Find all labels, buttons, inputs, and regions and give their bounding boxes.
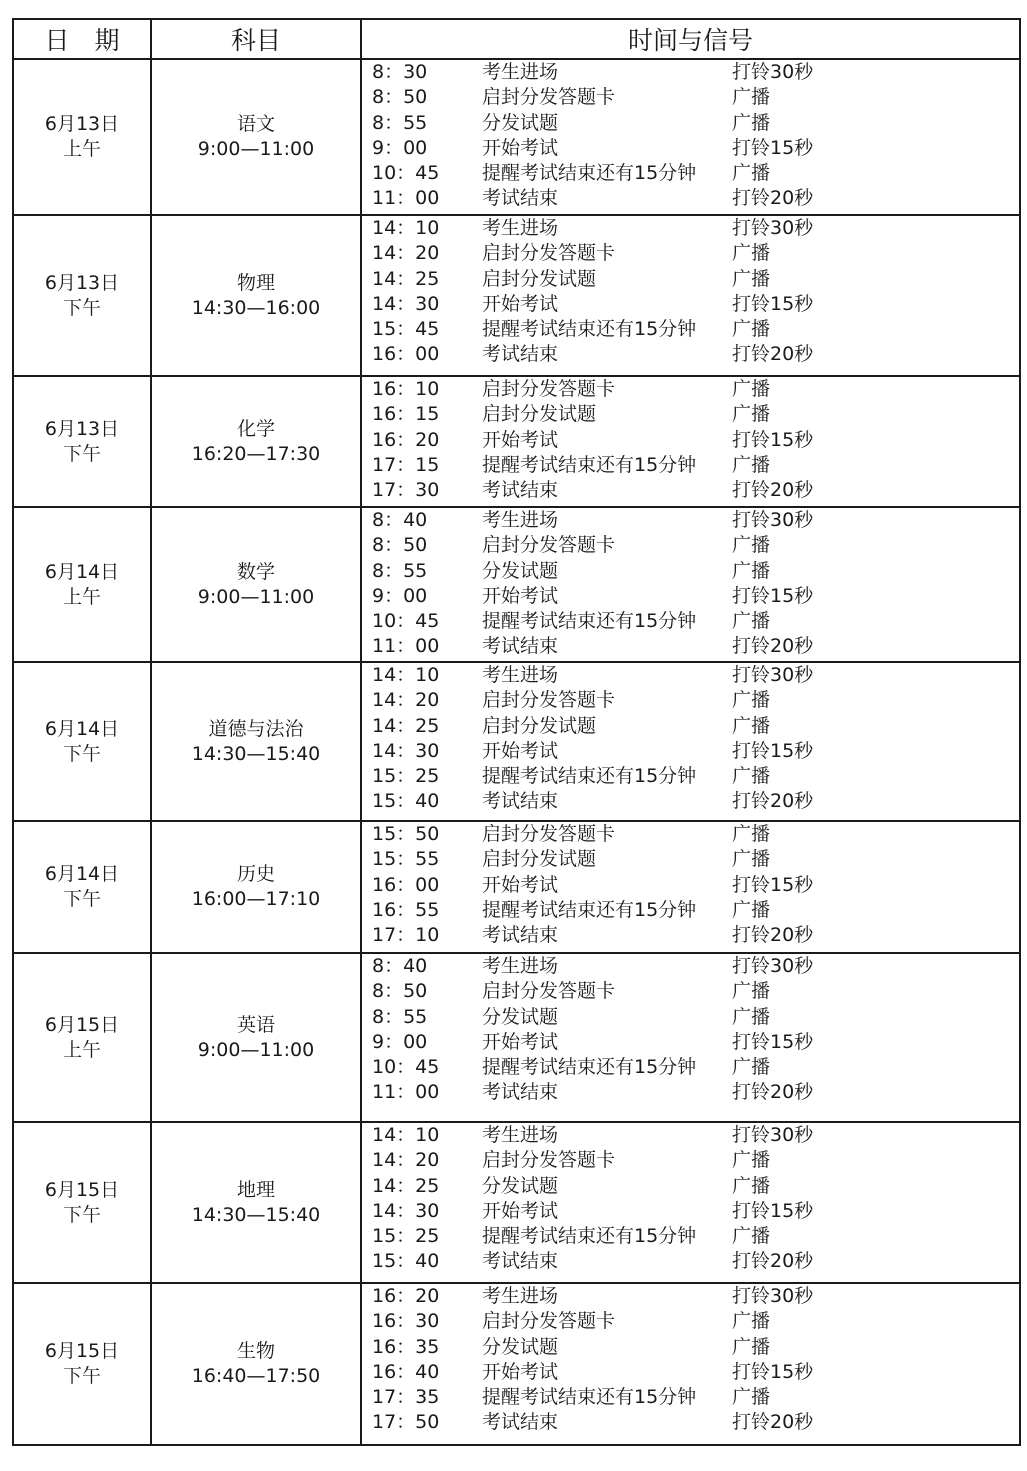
schedule-line [362, 317, 1019, 342]
event-description: 开始考试 [482, 1199, 559, 1222]
schedule-line [362, 1224, 1019, 1249]
exam-time-span: 16:00—17:10 [191, 888, 321, 910]
event-description: 分发试题 [482, 1335, 559, 1358]
event-description: 开始考试 [482, 292, 559, 315]
event-signal: 打铃15秒 [732, 1199, 814, 1222]
table-row [13, 1122, 1020, 1283]
event-description: 提醒考试结束还有15分钟 [482, 453, 697, 476]
event-description: 考试结束 [482, 635, 559, 658]
subject-name: 英语 [236, 1013, 275, 1036]
event-time: 16：40 [372, 1360, 440, 1383]
event-signal: 广播 [732, 980, 771, 1003]
event-time: 8：55 [372, 111, 428, 134]
schedule-line [362, 377, 1019, 402]
event-description: 开始考试 [482, 1030, 559, 1053]
schedule-line [362, 584, 1019, 609]
schedule-line [362, 1123, 1019, 1148]
event-description: 启封分发试题 [482, 403, 597, 426]
schedule-line [362, 954, 1019, 979]
subject-cell [151, 215, 361, 376]
event-signal: 广播 [732, 267, 771, 290]
schedule-line [362, 789, 1019, 814]
event-description: 启封分发试题 [482, 267, 597, 290]
schedule-line [362, 847, 1019, 872]
event-description: 提醒考试结束还有15分钟 [482, 162, 697, 185]
event-signal: 打铃20秒 [732, 1081, 814, 1104]
schedule-line [362, 923, 1019, 948]
schedule-line [362, 979, 1019, 1004]
date-label: 6月15日 [44, 1178, 120, 1201]
schedule-cell [361, 1122, 1020, 1283]
schedule-line [362, 508, 1019, 533]
schedule-cell [361, 821, 1020, 953]
schedule-line [362, 428, 1019, 453]
event-time: 8：40 [372, 955, 428, 977]
event-description: 考生进场 [482, 217, 559, 239]
event-time: 17：30 [372, 479, 440, 502]
table-row [13, 953, 1020, 1122]
event-signal: 广播 [732, 378, 771, 400]
event-description: 开始考试 [482, 873, 559, 896]
event-description: 开始考试 [482, 428, 559, 451]
event-time: 9：00 [372, 1030, 428, 1053]
event-time: 15：25 [372, 765, 440, 788]
event-description: 提醒考试结束还有15分钟 [482, 1225, 697, 1248]
schedule-line [362, 1005, 1019, 1030]
event-description: 提醒考试结束还有15分钟 [482, 1386, 697, 1409]
schedule-line [362, 822, 1019, 847]
event-signal: 广播 [732, 1386, 771, 1409]
event-signal: 打铃20秒 [732, 790, 814, 813]
event-signal: 广播 [732, 1005, 771, 1028]
schedule-cell [361, 59, 1020, 215]
event-signal: 打铃20秒 [732, 635, 814, 658]
event-signal: 广播 [732, 242, 771, 265]
half-day-label: 下午 [62, 1365, 101, 1387]
event-signal: 打铃30秒 [732, 1285, 814, 1307]
date-cell [13, 215, 151, 376]
date-cell [13, 1122, 151, 1283]
event-description: 开始考试 [482, 739, 559, 762]
event-signal: 广播 [732, 1225, 771, 1248]
event-description: 考试结束 [482, 343, 559, 366]
event-description: 启封分发答题卡 [482, 534, 616, 557]
schedule-line [362, 136, 1019, 161]
event-signal: 打铃20秒 [732, 1411, 814, 1434]
event-time: 16：15 [372, 403, 440, 426]
schedule-line [362, 1385, 1019, 1410]
event-description: 考生进场 [482, 955, 559, 977]
event-description: 开始考试 [482, 136, 559, 159]
event-signal: 打铃20秒 [732, 343, 814, 366]
event-signal: 广播 [732, 1056, 771, 1079]
event-description: 考生进场 [482, 1124, 559, 1146]
subject-name: 数学 [236, 560, 275, 583]
event-description: 启封分发答题卡 [482, 86, 616, 109]
table-row [13, 215, 1020, 376]
subject-name: 生物 [236, 1340, 275, 1362]
event-time: 14：25 [372, 1174, 440, 1197]
date-cell [13, 953, 151, 1122]
table-row [13, 662, 1020, 821]
event-time: 8：50 [372, 86, 428, 109]
date-label: 6月15日 [44, 1013, 120, 1036]
event-signal: 打铃30秒 [732, 217, 814, 239]
event-description: 考生进场 [482, 1285, 559, 1307]
schedule-line [362, 186, 1019, 211]
schedule-line [362, 453, 1019, 478]
event-description: 提醒考试结束还有15分钟 [482, 318, 697, 341]
date-label: 6月13日 [44, 113, 120, 135]
event-time: 14：30 [372, 292, 440, 315]
event-time: 14：25 [372, 267, 440, 290]
event-signal: 打铃15秒 [732, 428, 814, 451]
half-day-label: 下午 [62, 888, 101, 910]
table-row [13, 376, 1020, 507]
event-time: 16：55 [372, 898, 440, 921]
subject-name: 地理 [236, 1178, 275, 1201]
schedule-line [362, 764, 1019, 789]
event-time: 16：20 [372, 1285, 440, 1307]
event-time: 11：00 [372, 1081, 440, 1104]
exam-time-span: 16:40—17:50 [191, 1365, 321, 1387]
schedule-line [362, 267, 1019, 292]
event-time: 17：10 [372, 924, 440, 947]
schedule-cell [361, 662, 1020, 821]
event-description: 提醒考试结束还有15分钟 [482, 610, 697, 633]
event-signal: 打铃30秒 [732, 955, 814, 977]
schedule-line [362, 1174, 1019, 1199]
event-description: 考试结束 [482, 1081, 559, 1104]
schedule-line [362, 1335, 1019, 1360]
event-signal: 广播 [732, 765, 771, 788]
date-label: 6月13日 [44, 417, 120, 440]
schedule-cell [361, 507, 1020, 662]
schedule-line [362, 898, 1019, 923]
subject-name: 道德与法治 [208, 717, 304, 740]
subject-cell [151, 821, 361, 953]
date-label: 6月14日 [44, 560, 120, 583]
subject-cell [151, 59, 361, 215]
schedule-line [362, 241, 1019, 266]
event-time: 16：00 [372, 873, 440, 896]
schedule-cell [361, 376, 1020, 507]
schedule-line [362, 609, 1019, 634]
date-cell [13, 376, 151, 507]
event-signal: 打铃15秒 [732, 1360, 814, 1383]
event-description: 考试结束 [482, 790, 559, 813]
exam-time-span: 9:00—11:00 [197, 1038, 315, 1061]
table-row [13, 507, 1020, 662]
event-description: 考生进场 [482, 509, 559, 531]
schedule-line [362, 402, 1019, 427]
event-description: 启封分发答题卡 [482, 823, 616, 845]
table-row [13, 821, 1020, 953]
date-label: 6月13日 [44, 271, 120, 294]
event-time: 15：40 [372, 790, 440, 813]
event-time: 10：45 [372, 610, 440, 633]
event-description: 开始考试 [482, 584, 559, 607]
schedule-line [362, 342, 1019, 367]
event-time: 14：10 [372, 217, 440, 239]
event-signal: 广播 [732, 86, 771, 109]
event-time: 16：10 [372, 378, 440, 400]
event-time: 14：10 [372, 664, 440, 686]
event-signal: 打铃20秒 [732, 479, 814, 502]
date-cell [13, 59, 151, 215]
date-label: 6月14日 [44, 863, 120, 885]
event-time: 10：45 [372, 1056, 440, 1079]
event-time: 14：30 [372, 1199, 440, 1222]
schedule-line [362, 634, 1019, 659]
event-signal: 广播 [732, 534, 771, 557]
schedule-line [362, 873, 1019, 898]
subject-name: 物理 [236, 271, 275, 294]
event-description: 提醒考试结束还有15分钟 [482, 1056, 697, 1079]
event-time: 17：35 [372, 1386, 440, 1409]
event-time: 17：15 [372, 453, 440, 476]
subject-cell [151, 662, 361, 821]
event-description: 提醒考试结束还有15分钟 [482, 898, 697, 921]
event-signal: 广播 [732, 1335, 771, 1358]
event-time: 10：45 [372, 162, 440, 185]
half-day-label: 下午 [62, 1203, 101, 1226]
event-time: 14：10 [372, 1124, 440, 1146]
event-signal: 广播 [732, 1310, 771, 1333]
schedule-line [362, 1410, 1019, 1435]
schedule-line [362, 688, 1019, 713]
event-description: 分发试题 [482, 111, 559, 134]
event-description: 启封分发答题卡 [482, 980, 616, 1003]
event-time: 8：30 [372, 61, 428, 83]
event-time: 11：00 [372, 187, 440, 210]
event-time: 14：20 [372, 1149, 440, 1172]
subject-name: 语文 [236, 113, 275, 135]
subject-name: 化学 [236, 417, 275, 440]
subject-cell [151, 1122, 361, 1283]
header-time-signal: 时间与信号 [361, 19, 1020, 59]
exam-time-span: 9:00—11:00 [197, 138, 315, 160]
event-signal: 广播 [732, 559, 771, 582]
schedule-line [362, 292, 1019, 317]
event-signal: 广播 [732, 1149, 771, 1172]
half-day-label: 上午 [62, 138, 101, 160]
exam-time-span: 14:30—15:40 [191, 1203, 321, 1226]
event-description: 开始考试 [482, 1360, 559, 1383]
event-description: 考试结束 [482, 1250, 559, 1273]
event-description: 启封分发试题 [482, 714, 597, 737]
event-signal: 广播 [732, 111, 771, 134]
event-signal: 广播 [732, 453, 771, 476]
schedule-line [362, 663, 1019, 688]
table-row [13, 1283, 1020, 1445]
subject-cell [151, 376, 361, 507]
schedule-line [362, 739, 1019, 764]
event-signal: 打铃15秒 [732, 739, 814, 762]
event-time: 9：00 [372, 136, 428, 159]
subject-cell [151, 953, 361, 1122]
event-time: 14：25 [372, 714, 440, 737]
schedule-line [362, 559, 1019, 584]
header-date: 日 期 [13, 19, 151, 59]
subject-cell [151, 1283, 361, 1445]
schedule-line [362, 1309, 1019, 1334]
half-day-label: 上午 [62, 1038, 101, 1061]
event-time: 8：50 [372, 534, 428, 557]
event-description: 考生进场 [482, 61, 559, 83]
schedule-line [362, 1080, 1019, 1105]
event-description: 启封分发答题卡 [482, 242, 616, 265]
schedule-line [362, 1199, 1019, 1224]
exam-time-span: 14:30—16:00 [191, 296, 321, 319]
event-signal: 打铃15秒 [732, 873, 814, 896]
event-description: 考试结束 [482, 187, 559, 210]
event-description: 启封分发答题卡 [482, 378, 616, 400]
half-day-label: 下午 [62, 442, 101, 465]
schedule-line [362, 478, 1019, 503]
event-signal: 广播 [732, 1174, 771, 1197]
event-signal: 广播 [732, 610, 771, 633]
event-description: 分发试题 [482, 559, 559, 582]
date-label: 6月15日 [44, 1340, 120, 1362]
event-description: 启封分发答题卡 [482, 1310, 616, 1333]
event-time: 16：00 [372, 343, 440, 366]
event-time: 8：55 [372, 559, 428, 582]
event-signal: 广播 [732, 318, 771, 341]
exam-time-span: 14:30—15:40 [191, 742, 321, 765]
exam-schedule-table [12, 18, 1021, 1446]
exam-time-span: 9:00—11:00 [197, 585, 315, 608]
event-time: 15：40 [372, 1250, 440, 1273]
subject-cell [151, 507, 361, 662]
event-description: 提醒考试结束还有15分钟 [482, 765, 697, 788]
schedule-cell [361, 953, 1020, 1122]
event-time: 15：45 [372, 318, 440, 341]
subject-name: 历史 [236, 863, 275, 885]
event-time: 14：20 [372, 242, 440, 265]
date-cell [13, 507, 151, 662]
date-cell [13, 821, 151, 953]
schedule-line [362, 1360, 1019, 1385]
schedule-cell [361, 1283, 1020, 1445]
event-signal: 打铃30秒 [732, 1124, 814, 1146]
event-description: 分发试题 [482, 1005, 559, 1028]
event-time: 16：20 [372, 428, 440, 451]
schedule-line [362, 111, 1019, 136]
event-signal: 打铃15秒 [732, 136, 814, 159]
schedule-line [362, 533, 1019, 558]
event-signal: 广播 [732, 848, 771, 871]
event-time: 14：20 [372, 689, 440, 712]
schedule-line [362, 1249, 1019, 1274]
event-signal: 广播 [732, 403, 771, 426]
event-signal: 打铃20秒 [732, 187, 814, 210]
header-row [13, 19, 1020, 59]
schedule-line [362, 714, 1019, 739]
schedule-line [362, 1055, 1019, 1080]
event-time: 15：25 [372, 1225, 440, 1248]
event-description: 考试结束 [482, 479, 559, 502]
event-signal: 广播 [732, 823, 771, 845]
date-label: 6月14日 [44, 717, 120, 740]
event-signal: 打铃20秒 [732, 924, 814, 947]
event-signal: 广播 [732, 898, 771, 921]
schedule-line [362, 85, 1019, 110]
event-time: 16：35 [372, 1335, 440, 1358]
half-day-label: 下午 [62, 742, 101, 765]
event-time: 14：30 [372, 739, 440, 762]
event-time: 8：55 [372, 1005, 428, 1028]
date-cell [13, 662, 151, 821]
exam-time-span: 16:20—17:30 [191, 442, 321, 465]
event-description: 启封分发答题卡 [482, 1149, 616, 1172]
schedule-line [362, 1148, 1019, 1173]
event-time: 8：50 [372, 980, 428, 1003]
date-cell [13, 1283, 151, 1445]
header-subject: 科目 [151, 19, 361, 59]
event-description: 分发试题 [482, 1174, 559, 1197]
event-time: 8：40 [372, 509, 428, 531]
schedule-body [13, 59, 1020, 1445]
event-description: 考试结束 [482, 1411, 559, 1434]
event-time: 9：00 [372, 584, 428, 607]
schedule-line [362, 1284, 1019, 1309]
event-time: 17：50 [372, 1411, 440, 1434]
event-signal: 打铃20秒 [732, 1250, 814, 1273]
event-description: 考生进场 [482, 664, 559, 686]
event-signal: 广播 [732, 689, 771, 712]
event-signal: 打铃30秒 [732, 61, 814, 83]
half-day-label: 上午 [62, 585, 101, 608]
event-signal: 打铃15秒 [732, 292, 814, 315]
event-signal: 打铃15秒 [732, 584, 814, 607]
schedule-line [362, 161, 1019, 186]
event-description: 启封分发答题卡 [482, 689, 616, 712]
event-time: 15：50 [372, 823, 440, 845]
event-signal: 打铃30秒 [732, 509, 814, 531]
event-signal: 打铃15秒 [732, 1030, 814, 1053]
half-day-label: 下午 [62, 296, 101, 319]
event-time: 16：30 [372, 1310, 440, 1333]
event-time: 11：00 [372, 635, 440, 658]
event-description: 启封分发试题 [482, 848, 597, 871]
schedule-line [362, 60, 1019, 85]
event-signal: 广播 [732, 714, 771, 737]
event-signal: 广播 [732, 162, 771, 185]
event-signal: 打铃30秒 [732, 664, 814, 686]
event-description: 考试结束 [482, 924, 559, 947]
schedule-line [362, 216, 1019, 241]
schedule-line [362, 1030, 1019, 1055]
event-time: 15：55 [372, 848, 440, 871]
schedule-cell [361, 215, 1020, 376]
table-row [13, 59, 1020, 215]
